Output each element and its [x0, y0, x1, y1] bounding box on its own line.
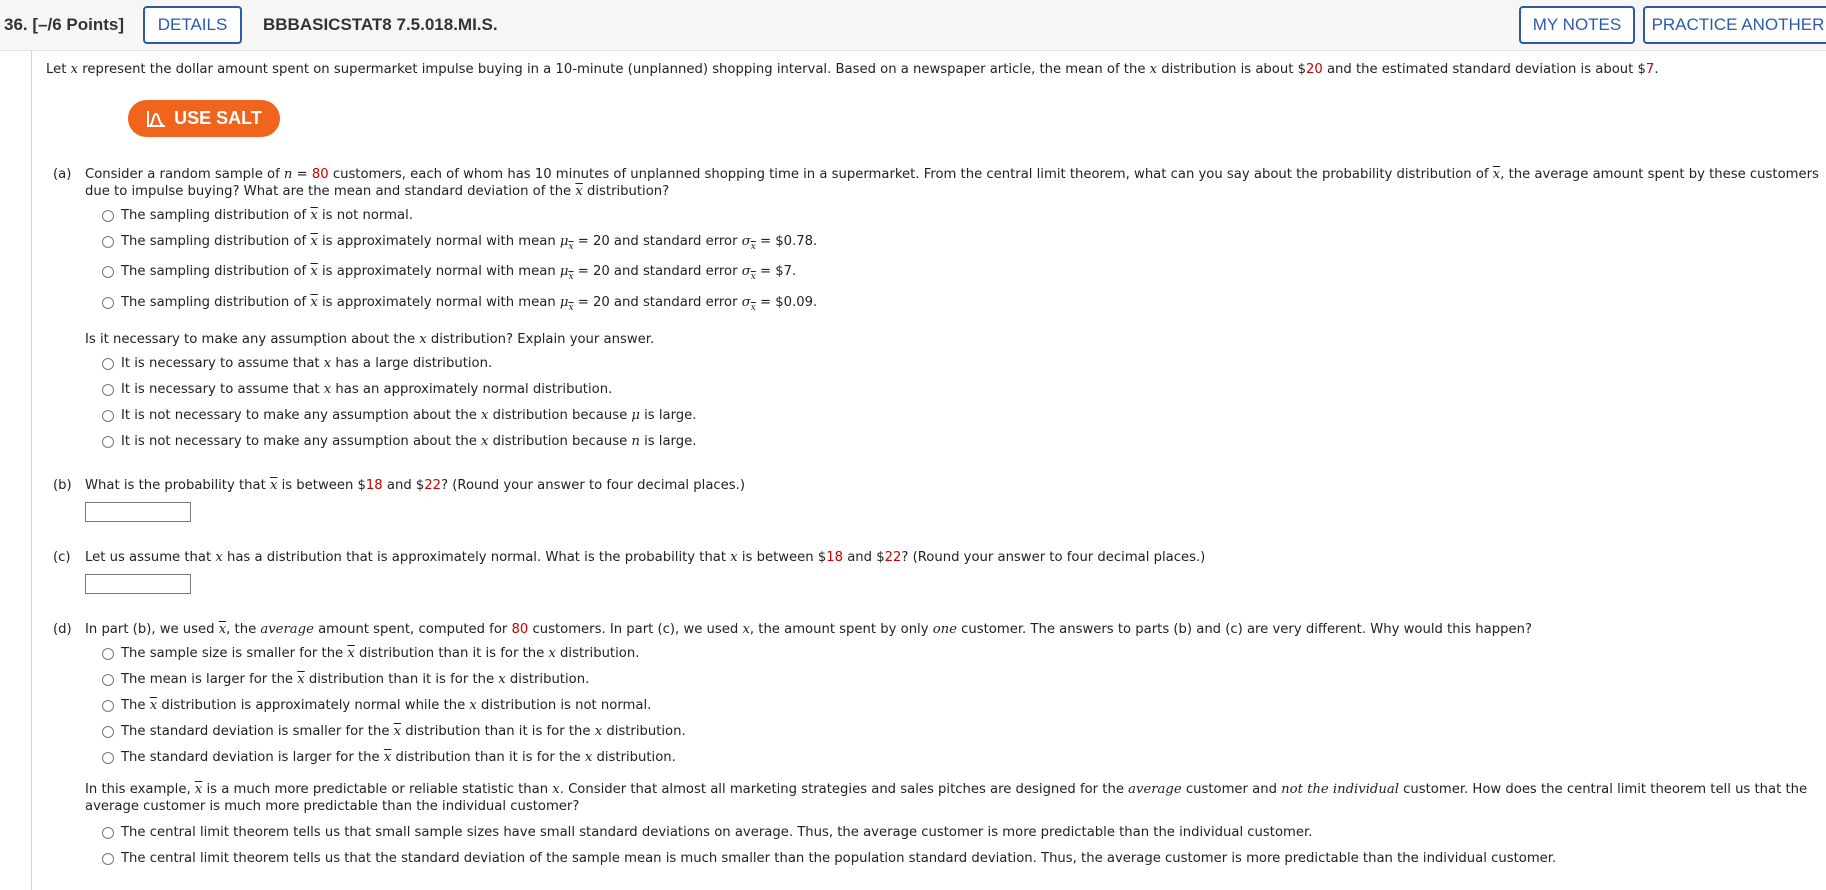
question-points: 36. [–/6 Points]: [4, 15, 124, 34]
part-a-option-3[interactable]: The sampling distribution of $\overline{x}$ is approximately normal with mean $\mu_{\overline{x}} = 20$ and standard error $\sigma_{\overline{x}}$ = $7.: [121, 264, 797, 282]
part-d-option-2-radio[interactable]: [102, 674, 114, 686]
salt-chart-icon: [146, 110, 166, 128]
part-d-option-1-radio[interactable]: [102, 648, 114, 660]
question-code: BBBASICSTAT8 7.5.018.MI.S.: [263, 15, 498, 34]
my-notes-button[interactable]: MY NOTES: [1519, 6, 1635, 44]
part-a-tag: (a): [53, 167, 72, 182]
clt-option-1[interactable]: The central limit theorem tells us that small sample sizes have small standard deviations on average. Thus, the average customer is more predictable than the individual customer.: [121, 825, 1313, 840]
part-a-option-2[interactable]: The sampling distribution of $\overline{x}$ is approximately normal with mean $\mu_{\overline{x}} = 20$ and standard error $\sigma_{\overline{x}}$ = $0.78.: [121, 234, 818, 252]
assumption-option-2-radio[interactable]: [102, 384, 114, 396]
part-a-option-3-radio[interactable]: [102, 266, 114, 278]
clt-question-line1: In this example, $\overline{x}$ is a much more predictable or reliable statistic than x. Consider that almost all marketing strategies and sales pitches are designed for the average customer and not the individual customer. How does the central limit theorem tell us that the: [85, 782, 1808, 797]
part-a-question-line1: Consider a random sample of n = 80 customers, each of whom has 10 minutes of unplanned shopping time in a supermarket. From the central limit theorem, what can you say about the probability distribution of $\overline{x}$, the average amount spent by these customers: [85, 167, 1819, 182]
assumption-option-4[interactable]: It is not necessary to make any assumption about the x distribution because n is large.: [121, 434, 697, 449]
assumption-option-4-radio[interactable]: [102, 436, 114, 448]
part-a-question-line2: due to impulse buying? What are the mean and standard deviation of the $\overline{x}$ distribution?: [85, 184, 670, 199]
part-d-question: In part (b), we used $\overline{x}$, the average amount spent, computed for 80 customers. In part (c), we used x, the amount spent by only one customer. The answers to parts (b) and (c) are very different. Why would this happen?: [85, 622, 1532, 637]
details-button[interactable]: DETAILS: [143, 6, 242, 44]
part-d-option-5[interactable]: The standard deviation is larger for the $\overline{x}$ distribution than it is for the x distribution.: [121, 750, 676, 765]
assumption-option-3[interactable]: It is not necessary to make any assumption about the x distribution because μ is large.: [121, 408, 697, 423]
assumption-option-1[interactable]: It is necessary to assume that x has a large distribution.: [121, 356, 493, 371]
part-b-tag: (b): [53, 478, 72, 493]
part-b-answer-input[interactable]: [85, 502, 191, 522]
part-a-option-2-radio[interactable]: [102, 236, 114, 248]
practice-another-button[interactable]: PRACTICE ANOTHER: [1643, 6, 1826, 44]
clt-question-line2: average customer is much more predictable than the individual customer?: [85, 799, 580, 814]
part-b-question: What is the probability that $\overline{x}$ is between $18 and $22? (Round your answer to four decimal places.): [85, 478, 745, 493]
part-d-option-1[interactable]: The sample size is smaller for the $\overline{x}$ distribution than it is for the x distribution.: [121, 646, 640, 661]
left-border: [31, 50, 32, 890]
part-c-tag: (c): [53, 550, 71, 565]
clt-option-2-radio[interactable]: [102, 853, 114, 865]
assumption-option-2[interactable]: It is necessary to assume that x has an approximately normal distribution.: [121, 382, 613, 397]
part-d-option-4-radio[interactable]: [102, 726, 114, 738]
part-d-tag: (d): [53, 622, 72, 637]
intro-text: Let x represent the dollar amount spent on supermarket impulse buying in a 10-minute (unplanned) shopping interval. Based on a newspaper article, the mean of the x distribution is about $20 and the estimated standard deviation is about $7.: [46, 62, 1659, 77]
part-c-question: Let us assume that x has a distribution that is approximately normal. What is the probability that x is between $18 and $22? (Round your answer to four decimal places.): [85, 550, 1206, 565]
use-salt-button[interactable]: [128, 100, 280, 137]
part-d-option-4[interactable]: The standard deviation is smaller for the $\overline{x}$ distribution than it is for the x distribution.: [121, 724, 686, 739]
part-a-option-1-radio[interactable]: [102, 210, 114, 222]
part-d-option-3-radio[interactable]: [102, 700, 114, 712]
assumption-question: Is it necessary to make any assumption about the x distribution? Explain your answer.: [85, 332, 655, 347]
part-a-option-1[interactable]: The sampling distribution of $\overline{x}$ is not normal.: [121, 208, 413, 223]
part-d-option-3[interactable]: The $\overline{x}$ distribution is approximately normal while the x distribution is not normal.: [121, 698, 652, 713]
part-c-answer-input[interactable]: [85, 574, 191, 594]
part-d-option-5-radio[interactable]: [102, 752, 114, 764]
use-salt-label: USE SALT: [174, 108, 262, 128]
assumption-option-3-radio[interactable]: [102, 410, 114, 422]
part-d-option-2[interactable]: The mean is larger for the $\overline{x}$ distribution than it is for the x distribution.: [121, 672, 590, 687]
part-a-option-4-radio[interactable]: [102, 297, 114, 309]
clt-option-2[interactable]: The central limit theorem tells us that the standard deviation of the sample mean is much smaller than the population standard deviation. Thus, the average customer is more predictable than the individual customer.: [121, 851, 1557, 866]
assumption-option-1-radio[interactable]: [102, 358, 114, 370]
clt-option-1-radio[interactable]: [102, 827, 114, 839]
part-a-option-4[interactable]: The sampling distribution of $\overline{x}$ is approximately normal with mean $\mu_{\overline{x}} = 20$ and standard error $\sigma_{\overline{x}}$ = $0.09.: [121, 295, 818, 313]
question-header: [0, 0, 1826, 51]
